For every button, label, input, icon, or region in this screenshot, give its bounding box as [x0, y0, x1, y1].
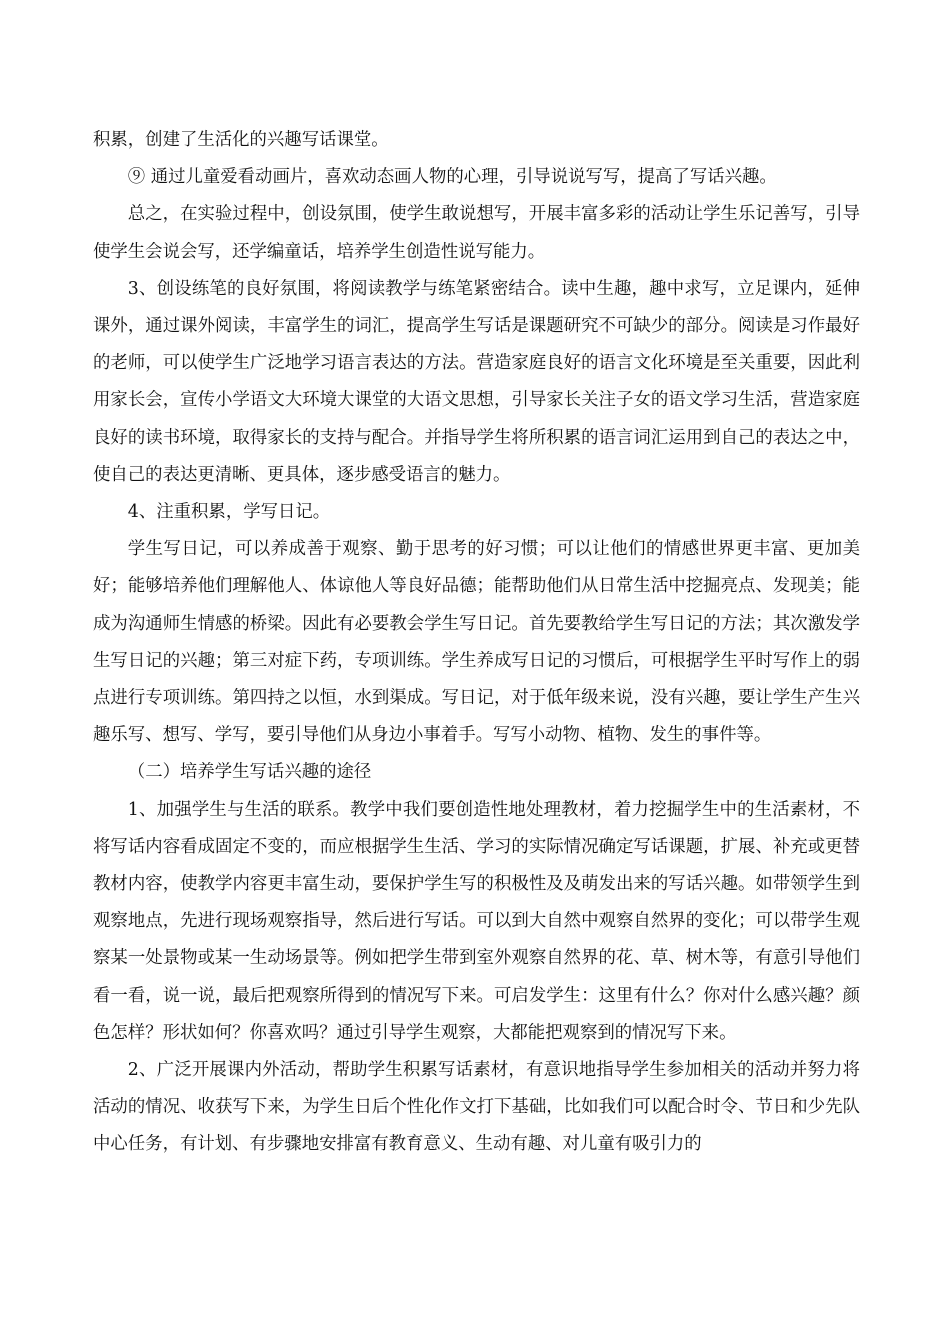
- paragraph-9: 2、广泛开展课内外活动，帮助学生积累写话素材，有意识地指导学生参加相关的活动并努力将活动的情况、收获写下来，为学生日后个性化作文打下基础，比如我们可以配合时令、节日和少先队中心任务，有计划、有步骤地安排富有教育意义、生动有趣、对儿童有吸引力的: [93, 1060, 860, 1155]
- document-body: [93, 122, 860, 1164]
- paragraph-1: 积累，创建了生活化的兴趣写话课堂。: [93, 130, 389, 150]
- paragraph-4: 3、创设练笔的良好氛围，将阅读教学与练笔紧密结合。读中生趣，趣中求写，立足课内，延伸课外，通过课外阅读，丰富学生的词汇，提高学生写话是课题研究不可缺少的部分。阅读是习作最好的老师，可以使学生广泛地学习语言表达的方法。营造家庭良好的语言文化环境是至关重要，因此利用家长会，宣传小学语文大环境大课堂的大语文思想，引导家长关注子女的语文学习生活，营造家庭良好的读书环境，取得家长的支持与配合。并指导学生将所积累的语言词汇运用到自己的表达之中，使自己的表达更清晰、更具体，逐步感受语言的魅力。: [93, 278, 860, 485]
- paragraph-6: 学生写日记，可以养成善于观察、勤于思考的好习惯；可以让他们的情感世界更丰富、更加美好；能够培养他们理解他人、体谅他人等良好品德；能帮助他们从日常生活中挖掘亮点、发现美；能成为沟通师生情感的桥梁。因此有必要教会学生写日记。首先要教给学生写日记的方法；其次激发学生写日记的兴趣；第三对症下药，专项训练。学生养成写日记的习惯后，可根据学生平时写作上的弱点进行专项训练。第四持之以恒，水到渠成。写日记，对于低年级来说，没有兴趣，要让学生产生兴趣乐写、想写、学写，要引导他们从身边小事着手。写写小动物、植物、发生的事件等。: [93, 539, 860, 746]
- section-heading: （二）培养学生写话兴趣的途径: [127, 762, 372, 783]
- paragraph-2: ⑨ 通过儿童爱看动画片，喜欢动态画人物的心理，引导说说写写，提高了写话兴趣。: [127, 167, 777, 188]
- paragraph-3: 总之，在实验过程中，创设氛围，使学生敢说想写，开展丰富多彩的活动让学生乐记善写，引导使学生会说会写，还学编童话，培养学生创造性说写能力。: [93, 204, 860, 262]
- paragraph-8: 1、加强学生与生活的联系。教学中我们要创造性地处理教材，着力挖掘学生中的生活素材，不将写话内容看成固定不变的，而应根据学生生活、学习的实际情况确定写话课题，扩展、补充或更替教材内容，使教学内容更丰富生动，要保护学生写的积极性及及萌发出来的写话兴趣。如带领学生到观察地点，先进行现场观察指导，然后进行写话。可以到大自然中观察自然界的变化；可以带学生观察某一处景物或某一生动场景等。例如把学生带到室外观察自然界的花、草、树木等，有意引导他们看一看，说一说，最后把观察所得到的情况写下来。可启发学生：这里有什么？你对什么感兴趣？颜色怎样？形状如何？你喜欢吗？通过引导学生观察，大都能把观察到的情况写下来。: [93, 799, 860, 1043]
- paragraph-5-heading: 4、注重积累，学写日记。: [127, 502, 331, 523]
